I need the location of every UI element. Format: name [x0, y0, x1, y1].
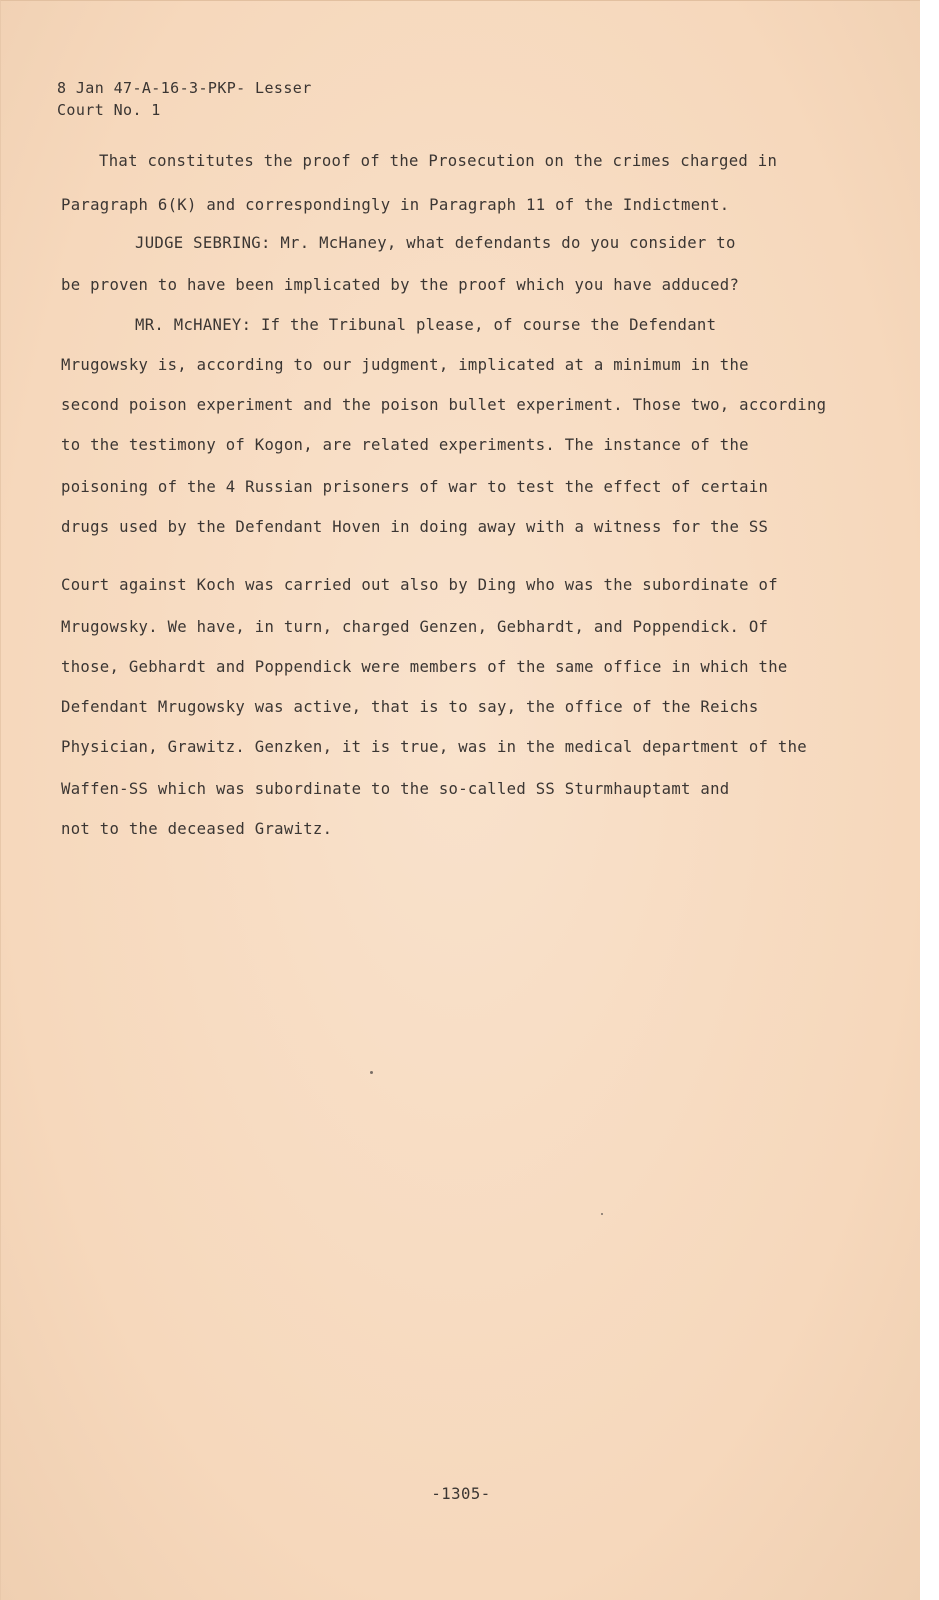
text-line: drugs used by the Defendant Hoven in doing away with a witness for the SS — [61, 518, 769, 536]
document-header — [57, 77, 312, 121]
text-line: Mrugowsky is, according to our judgment, implicated at a minimum in the — [61, 356, 749, 374]
text-line: Mrugowsky. We have, in turn, charged Genzen, Gebhardt, and Poppendick. Of — [61, 618, 769, 636]
text-line: poisoning of the 4 Russian prisoners of war to test the effect of certain — [61, 478, 769, 496]
text-line: MR. McHANEY: If the Tribunal please, of course the Defendant — [135, 316, 717, 334]
header-reference: 8 Jan 47-A-16-3-PKP- Lesser — [57, 79, 312, 97]
text-line: JUDGE SEBRING: Mr. McHaney, what defendants do you consider to — [135, 234, 736, 252]
page-number: -1305- — [431, 1485, 491, 1503]
page-margin — [920, 0, 939, 1600]
paper-speck — [601, 1213, 603, 1215]
text-line: those, Gebhardt and Poppendick were members of the same office in which the — [61, 658, 788, 676]
text-line: not to the deceased Grawitz. — [61, 820, 333, 838]
text-line: Court against Koch was carried out also by Ding who was the subordinate of — [61, 576, 778, 594]
text-line: Defendant Mrugowsky was active, that is to say, the office of the Reichs — [61, 698, 759, 716]
paper-speck — [370, 1071, 373, 1074]
text-line: second poison experiment and the poison bullet experiment. Those two, according — [61, 396, 827, 414]
text-line: Paragraph 6(K) and correspondingly in Paragraph 11 of the Indictment. — [61, 196, 730, 214]
text-line: Physician, Grawitz. Genzken, it is true, was in the medical department of the — [61, 738, 807, 756]
text-line: Waffen-SS which was subordinate to the so-called SS Sturmhauptamt and — [61, 780, 730, 798]
text-line: to the testimony of Kogon, are related experiments. The instance of the — [61, 436, 749, 454]
header-court: Court No. 1 — [57, 101, 161, 119]
text-line: That constitutes the proof of the Prosecution on the crimes charged in — [99, 152, 778, 170]
text-line: be proven to have been implicated by the proof which you have adduced? — [61, 276, 740, 294]
